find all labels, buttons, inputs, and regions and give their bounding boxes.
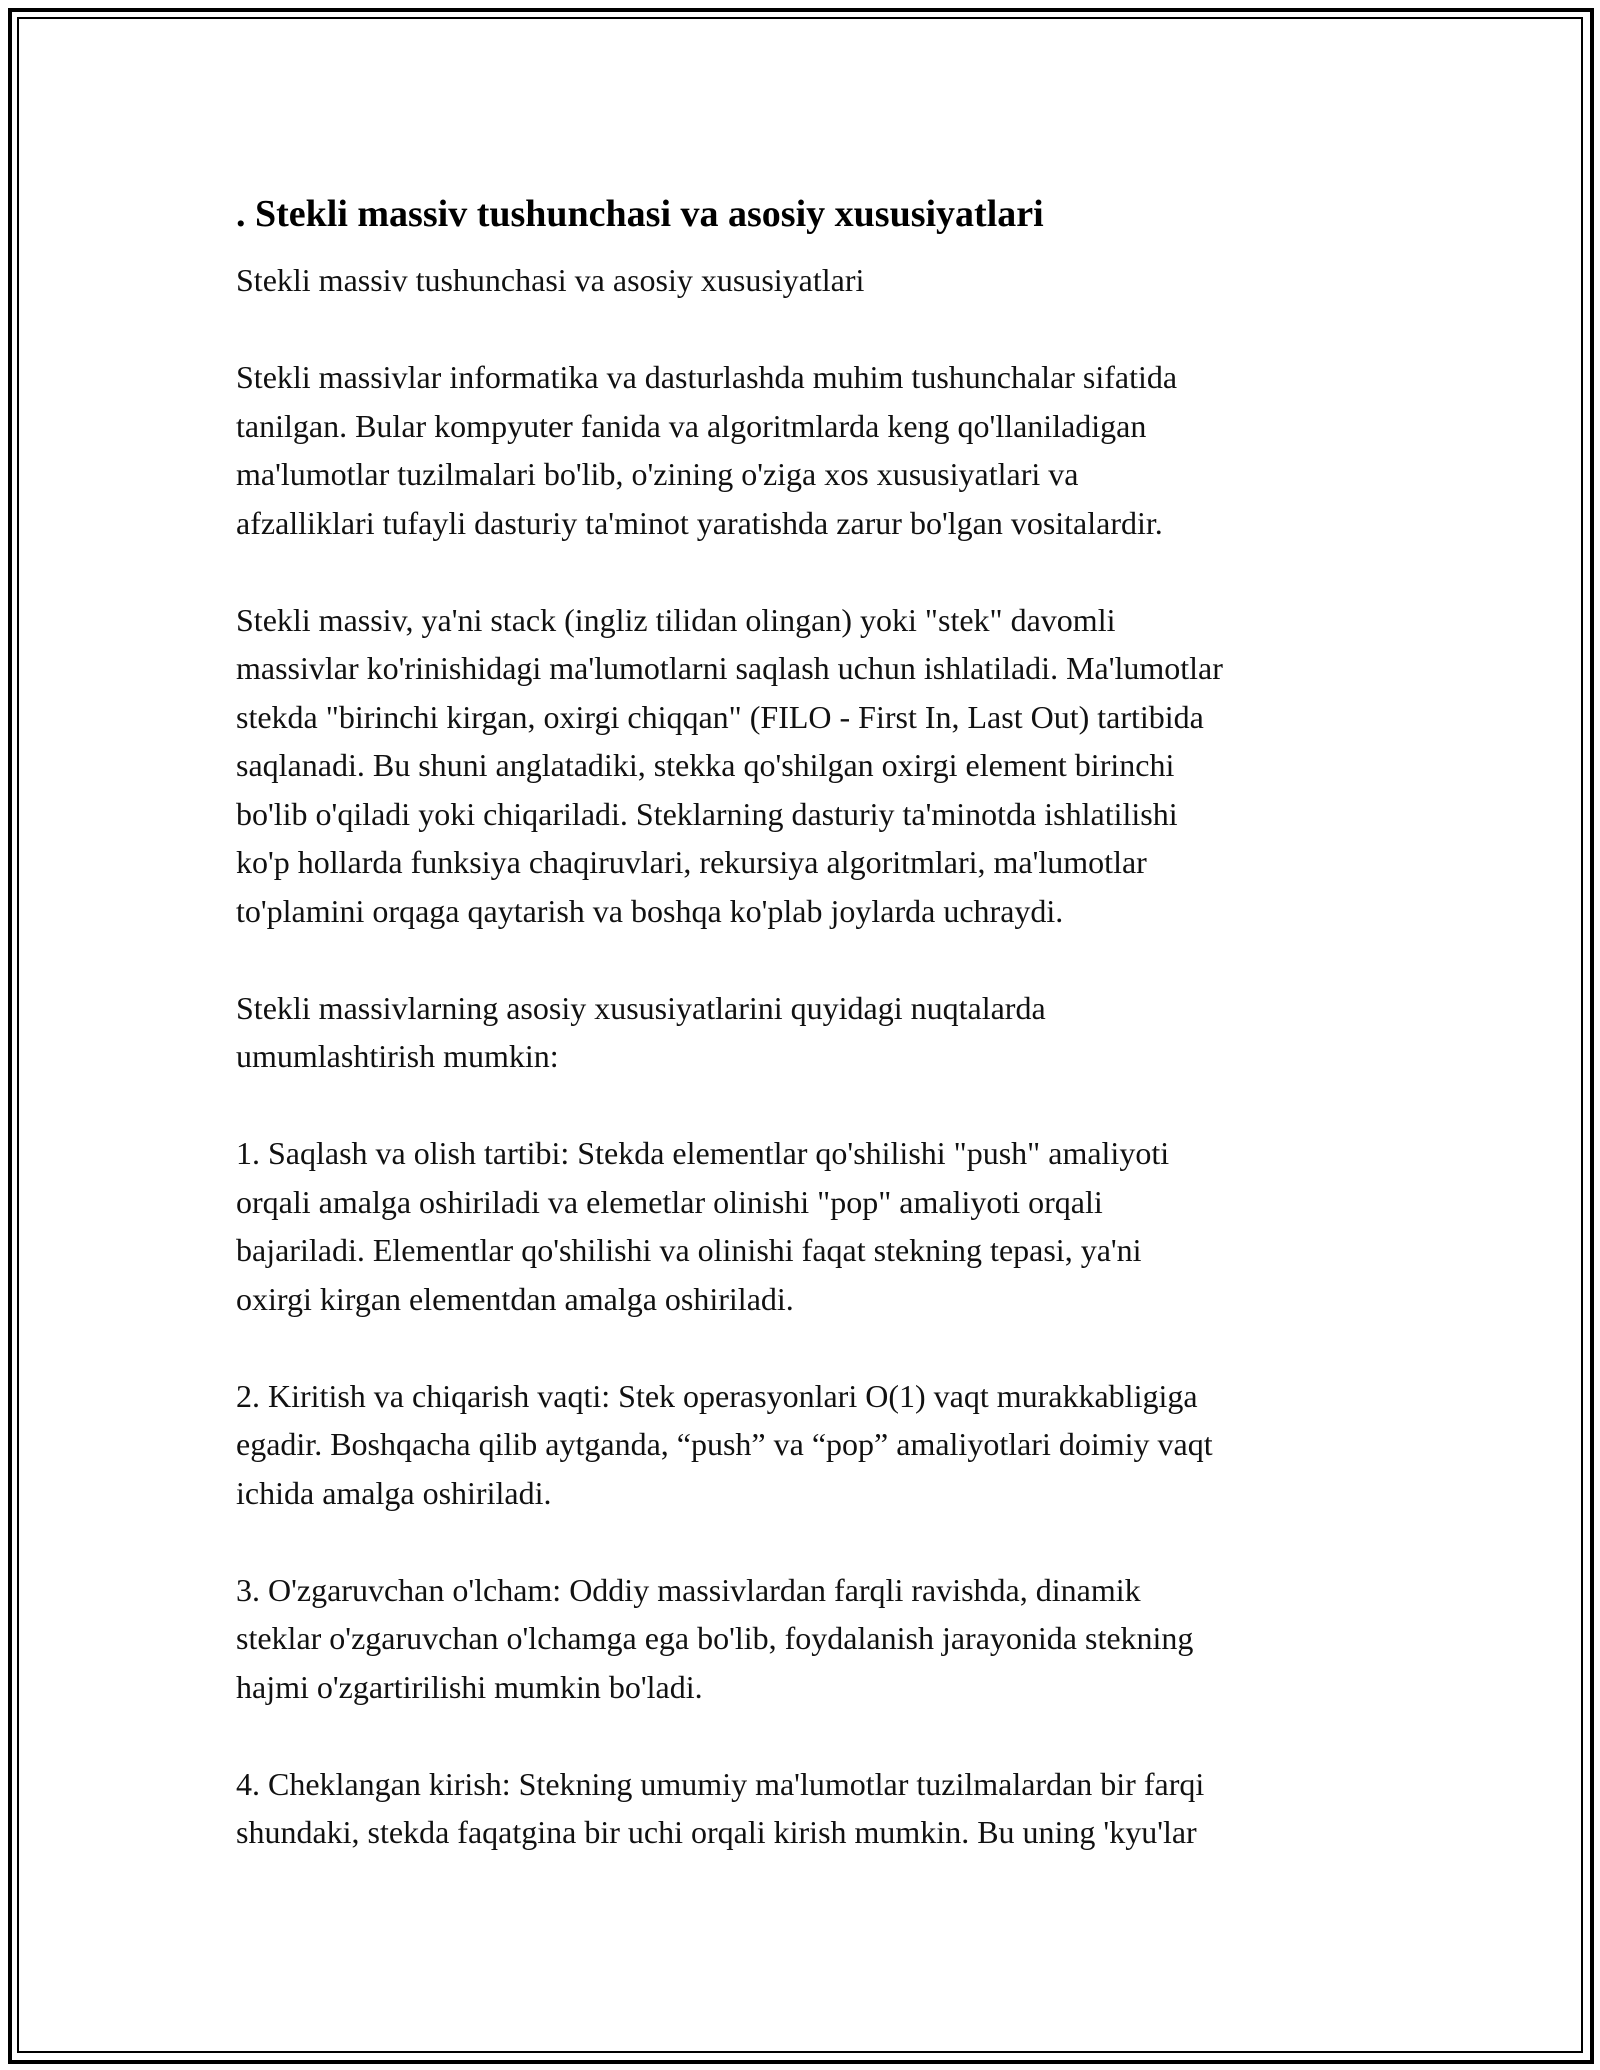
text-line: shundaki, stekda faqatgina bir uchi orqali kirish mumkin. Bu uning 'kyu'lar: [236, 1814, 1197, 1850]
text-line: ma'lumotlar tuzilmalari bo'lib, o'zining o'ziga xos xususiyatlari va: [236, 456, 1079, 492]
text-line: Stekli massivlarning asosiy xususiyatlarini quyidagi nuqtalarda: [236, 989, 1046, 1026]
list-item-2: [236, 1372, 1386, 1518]
paragraph-subtitle: [236, 256, 1386, 305]
text-line: saqlanadi. Bu shuni anglatadiki, stekka qo'shilgan oxirgi element birinchi: [236, 747, 1175, 783]
text-line: massivlar ko'rinishidagi ma'lumotlarni saqlash uchun ishlatiladi. Ma'lumotlar: [236, 650, 1223, 686]
text-line: ichida amalga oshiriladi.: [236, 1474, 552, 1511]
text-line: orqali amalga oshiriladi va elemetlar olinishi "pop" amaliyoti orqali: [236, 1183, 1103, 1220]
text-line: oxirgi kirgan elementdan amalga oshiriladi.: [236, 1280, 794, 1317]
list-item-4: [236, 1760, 1386, 1857]
document-title: . Stekli massiv tushunchasi va asosiy xususiyatlari: [236, 193, 1044, 235]
text-line: tanilgan. Bular kompyuter fanida va algoritmlarda keng qo'llaniladigan: [236, 407, 1147, 444]
text-line: Stekli massiv, ya'ni stack (ingliz tilidan olingan) yoki "stek" davomli: [236, 601, 1116, 638]
text-line: Stekli massiv tushunchasi va asosiy xususiyatlari: [236, 262, 865, 298]
text-line: umumlashtirish mumkin:: [236, 1038, 559, 1074]
text-line: to'plamini orqaga qaytarish va boshqa ko'plab joylarda uchraydi.: [236, 892, 1064, 929]
text-line: steklar o'zgaruvchan o'lchamga ega bo'lib, foydalanish jarayonida stekning: [236, 1620, 1194, 1656]
text-line: bo'lib o'qiladi yoki chiqariladi. Steklarning dasturiy ta'minotda ishlatilishi: [236, 795, 1178, 832]
list-item-3: [236, 1566, 1386, 1712]
text-line: 3. O'zgaruvchan o'lcham: Oddiy massivlardan farqli ravishda, dinamik: [236, 1571, 1141, 1608]
text-line: 1. Saqlash va olish tartibi: Stekda elementlar qo'shilishi "push" amaliyoti: [236, 1135, 1170, 1171]
text-line: 4. Cheklangan kirish: Stekning umumiy ma'lumotlar tuzilmalardan bir farqi: [236, 1765, 1205, 1802]
paragraph-definition: [236, 596, 1386, 936]
paragraph-intro: [236, 353, 1386, 547]
paragraph-features-intro: [236, 984, 1386, 1081]
text-line: stekda "birinchi kirgan, oxirgi chiqqan" (FILO - First In, Last Out) tartibida: [236, 698, 1204, 735]
text-line: ko'p hollarda funksiya chaqiruvlari, rekursiya algoritmlari, ma'lumotlar: [236, 844, 1147, 880]
document-body: [236, 186, 1386, 1905]
text-line: Stekli massivlar informatika va dasturlashda muhim tushunchalar sifatida: [236, 359, 1178, 395]
text-line: afzalliklari tufayli dasturiy ta'minot yaratishda zarur bo'lgan vositalardir.: [236, 504, 1163, 541]
text-line: 2. Kiritish va chiqarish vaqti: Stek operasyonlari O(1) vaqt murakkabligiga: [236, 1377, 1198, 1414]
text-line: bajariladi. Elementlar qo'shilishi va olinishi faqat stekning tepasi, ya'ni: [236, 1232, 1142, 1268]
text-line: hajmi o'zgartirilishi mumkin bo'ladi.: [236, 1668, 703, 1705]
list-item-1: [236, 1129, 1386, 1323]
text-line: egadir. Boshqacha qilib aytganda, “push” va “pop” amaliyotlari doimiy vaqt: [236, 1426, 1213, 1462]
